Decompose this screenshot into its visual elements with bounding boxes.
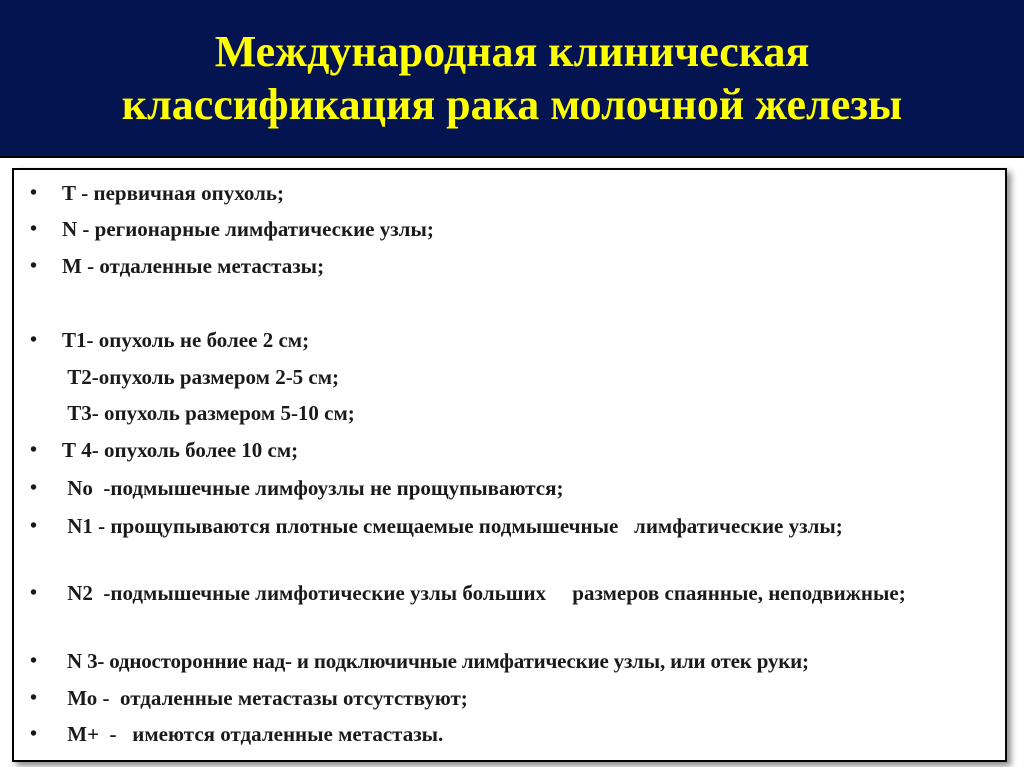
bullet-marker: • [30, 439, 38, 461]
list-item-text: Т - первичная опухоль; [62, 181, 284, 205]
list-item-text: Т3- опухоль размером 5-10 см; [62, 401, 355, 425]
content-box [12, 168, 1007, 762]
bullet-marker: • [30, 218, 38, 240]
list-item-text: N 3- односторонние над- и подключичные лимфатические узлы, или отек руки; [62, 649, 809, 673]
list-item-text: Т2-опухоль размером 2-5 см; [62, 365, 340, 389]
bullet-marker: • [30, 329, 38, 351]
bullet-marker: • [30, 582, 38, 604]
list-item-text: Т1- опухоль не более 2 см; [62, 328, 310, 352]
list-item-text: No -подмышечные лимфоузлы не прощупываются; [62, 476, 564, 500]
list-item-text: Мо - отдаленные метастазы отсутствуют; [62, 686, 468, 710]
list-item-text: М - отдаленные метастазы; [62, 254, 325, 278]
bullet-marker: • [30, 650, 38, 672]
list-item-text: N2 -подмышечные лимфотические узлы больших размеров спаянные, неподвижные; [62, 581, 906, 605]
bullet-marker: • [30, 723, 38, 745]
bullet-marker: • [30, 515, 38, 537]
slide-header [0, 0, 1024, 158]
slide-title-line-2: классификация рака молочной железы [121, 80, 903, 129]
slide-title-line-1: Международная клиническая [214, 27, 810, 76]
list-item-text: N - регионарные лимфатические узлы; [62, 217, 434, 241]
list-item-text: N1 - прощупываются плотные смещаемые подмышечные лимфатические узлы; [62, 514, 843, 538]
bullet-marker: • [30, 182, 38, 204]
bullet-marker: • [30, 687, 38, 709]
list-item-text: Т 4- опухоль более 10 см; [62, 438, 299, 462]
list-item-text: М+ - имеются отдаленные метастазы. [62, 722, 444, 746]
bullet-marker: • [30, 477, 38, 499]
classification-list [14, 170, 1005, 760]
bullet-marker: • [30, 255, 38, 277]
